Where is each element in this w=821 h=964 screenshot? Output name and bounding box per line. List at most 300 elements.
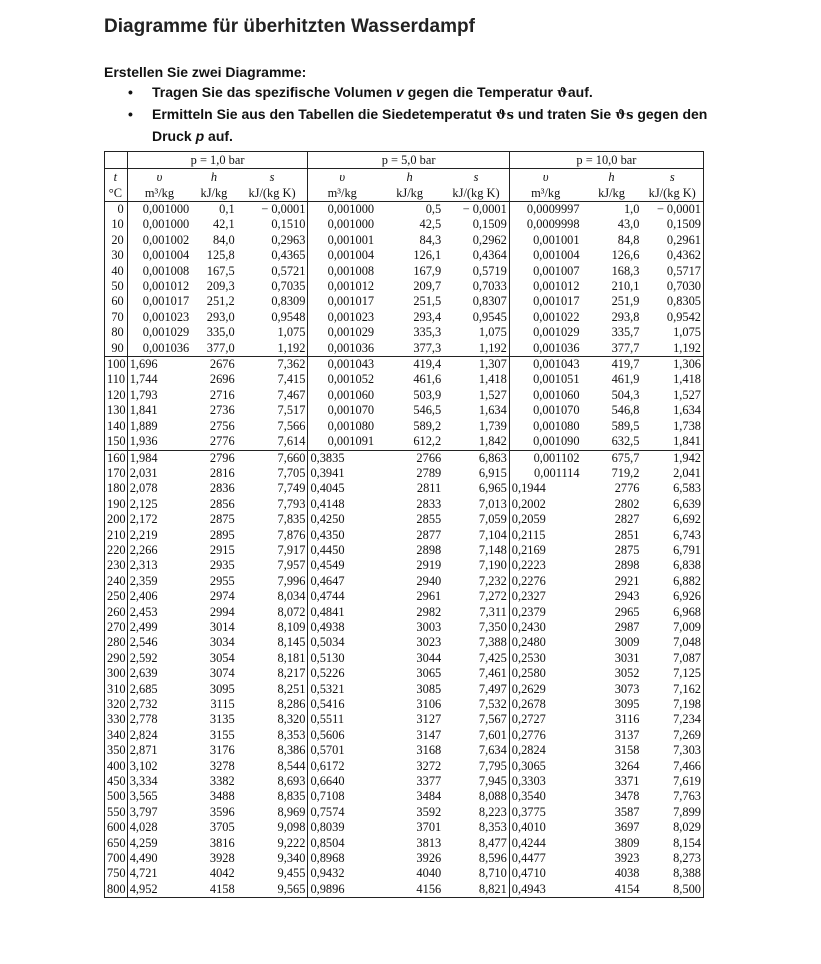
cell-h2: 2811 [416, 481, 442, 496]
task-2-text-b: und traten Sie [513, 106, 616, 122]
cell-temp: 180 [105, 481, 128, 496]
cell-s2: − 0,0001 [462, 202, 507, 216]
cell-h1: 3278 [209, 758, 235, 773]
cell-v2: 0,001070 [308, 403, 376, 418]
cell-s2: 0,8307 [472, 294, 507, 309]
cell-h2: 612,2 [376, 434, 443, 450]
task-1-text-c: auf. [567, 84, 593, 100]
table-row [105, 372, 704, 387]
cell-h1: 3816 [209, 835, 235, 850]
cell-s3: 1,306 [673, 357, 701, 372]
cell-v1: 1,841 [129, 403, 158, 418]
unit-s3: kJ/(kg K) [641, 185, 703, 202]
cell-s1: 7,957 [277, 558, 306, 573]
cell-s3: 6,583 [673, 481, 701, 496]
cell-h1: 4158 [209, 881, 235, 896]
cell-h2: 84,3 [419, 232, 442, 247]
table-row [105, 481, 704, 496]
table-row [105, 403, 704, 418]
cell-h3: 419,7 [611, 357, 640, 372]
cell-temp: 270 [105, 620, 128, 635]
cell-h1: 3135 [209, 712, 235, 727]
cell-v1: 0,001036 [127, 341, 191, 357]
cell-h2: 3377 [416, 774, 442, 789]
cell-h3: 3587 [614, 804, 640, 819]
cell-h2: 2961 [416, 589, 442, 604]
cell-v3: 0,2629 [509, 682, 581, 697]
cell-v1: 1,793 [129, 387, 158, 402]
cell-v3: 0,2223 [509, 558, 581, 573]
cell-v1: 1,889 [129, 418, 158, 433]
cell-v2: 0,001036 [308, 341, 376, 357]
cell-h2: 3813 [416, 835, 442, 850]
cell-h1: 251,2 [206, 294, 235, 309]
cell-h2: 2766 [416, 450, 442, 465]
cell-temp: 50 [105, 279, 128, 294]
cell-temp: 300 [105, 666, 128, 681]
cell-v2: 0,5034 [308, 635, 376, 650]
pressure-header-10bar: p = 10,0 bar [509, 152, 703, 169]
cell-v3: 0,001036 [509, 341, 581, 357]
cell-s2: 7,104 [478, 527, 507, 542]
cell-v3: 0,2002 [509, 497, 581, 512]
cell-v1: 0,001029 [142, 325, 190, 340]
table-row [105, 882, 704, 898]
cell-h3: 3116 [615, 712, 640, 727]
cell-h1: 3014 [209, 619, 235, 634]
task-item-1 [128, 82, 728, 104]
cell-v1: 3,334 [129, 774, 158, 789]
cell-temp: 60 [105, 294, 128, 309]
cell-s2: 7,425 [478, 650, 507, 665]
cell-h2: 2833 [416, 496, 442, 511]
cell-v2: 0,4744 [308, 589, 376, 604]
cell-s1: 8,386 [277, 743, 306, 758]
cell-v2: 0,001017 [308, 294, 376, 309]
cell-s2: 7,634 [478, 743, 507, 758]
cell-h3: 4038 [614, 866, 640, 881]
cell-h1: 3115 [210, 697, 235, 711]
cell-s3: 1,418 [673, 372, 701, 387]
table-row [105, 666, 704, 681]
cell-v2: 0,8504 [308, 836, 376, 851]
cell-h1: 0,1 [219, 202, 235, 216]
cell-v2: 0,5321 [308, 682, 376, 697]
cell-s2: 7,388 [478, 635, 507, 650]
cell-v3: 0,001004 [509, 248, 581, 263]
cell-s3: 2,041 [673, 465, 701, 480]
cell-h2: 3003 [416, 619, 442, 634]
unit-h3: kJ/kg [582, 185, 642, 202]
cell-h3: 3095 [614, 697, 640, 711]
cell-s2: 0,2962 [472, 232, 507, 247]
cell-s1: 7,876 [277, 527, 306, 542]
cell-h1: 2796 [209, 450, 235, 465]
cell-h1: 3488 [209, 789, 235, 804]
cell-h1: 3054 [209, 650, 235, 665]
cell-s3: 7,619 [673, 774, 701, 789]
cell-h3: 251,9 [611, 294, 640, 309]
cell-v3: 0,2276 [509, 574, 581, 589]
cell-h2: 4156 [416, 881, 442, 896]
cell-h1: 2776 [191, 434, 236, 450]
cell-h2: 126,1 [413, 248, 442, 263]
cell-v2: 0,4250 [308, 512, 376, 527]
cell-v3: 0,3775 [509, 805, 581, 820]
cell-h3: 2987 [614, 619, 640, 634]
task-item-2 [128, 104, 728, 146]
cell-s3: 7,303 [673, 743, 701, 758]
cell-v3: 0,2115 [509, 528, 581, 543]
cell-temp: 700 [105, 851, 128, 866]
cell-v1: 2,359 [129, 573, 158, 588]
cell-h3: 3478 [614, 789, 640, 804]
cell-temp: 210 [105, 528, 128, 543]
cell-v2: 0,9432 [308, 866, 376, 881]
cell-s2: 8,596 [478, 851, 507, 866]
cell-h3: 293,8 [611, 309, 640, 324]
cell-s2: 8,088 [478, 789, 507, 804]
table-row [105, 851, 704, 866]
cell-v2: 0,5701 [308, 743, 376, 758]
cell-h2: 3044 [416, 650, 442, 665]
task-2-symbol-p: p [195, 128, 205, 144]
cell-temp: 40 [105, 264, 128, 279]
cell-s2: 7,232 [478, 573, 507, 588]
cell-v3: 0,4477 [509, 851, 581, 866]
cell-h1: 4042 [209, 866, 235, 881]
cell-h3: 2921 [614, 573, 640, 588]
cell-temp: 800 [105, 882, 128, 898]
cell-s1: 0,1510 [271, 217, 306, 232]
cell-v1: 2,685 [129, 681, 158, 696]
table-row [105, 434, 704, 450]
cell-s3: 8,388 [673, 866, 701, 881]
cell-h3: 2898 [614, 558, 640, 573]
cell-h3: 335,7 [611, 325, 640, 340]
cell-h1: 3382 [209, 774, 235, 789]
cell-h2: 4040 [416, 866, 442, 881]
cell-s2: 8,477 [478, 835, 507, 850]
cell-s2: 0,7033 [472, 279, 507, 294]
cell-s3: 7,125 [673, 666, 701, 681]
cell-s1: 9,098 [277, 820, 306, 835]
cell-h2: 2982 [416, 604, 442, 619]
cell-h2: 503,9 [413, 387, 442, 402]
cell-v1: 0,001000 [142, 217, 190, 232]
cell-v2: 0,001043 [308, 357, 376, 373]
cell-v2: 0,001091 [308, 434, 376, 450]
cell-s2: 1,739 [478, 418, 507, 433]
cell-v3: 0,2430 [509, 620, 581, 635]
cell-v2: 0,001004 [308, 248, 376, 263]
cell-s2: 0,4364 [472, 248, 507, 263]
cell-s2: 1,418 [478, 372, 507, 387]
cell-s2: 7,567 [478, 712, 507, 727]
cell-v3: 0,2824 [509, 743, 581, 758]
cell-h2: 2877 [416, 527, 442, 542]
cell-s3: 6,791 [673, 542, 701, 557]
cell-s3: 0,1509 [666, 217, 701, 232]
var-h2: h [406, 170, 413, 184]
cell-v3: 0,2379 [509, 605, 581, 620]
table-row [105, 820, 704, 835]
cell-h1: 2736 [209, 403, 235, 418]
cell-v1: 2,639 [129, 666, 158, 681]
cell-h1: 3034 [209, 635, 235, 650]
cell-v3: 0,001029 [509, 325, 581, 340]
cell-v1: 4,028 [129, 820, 158, 835]
cell-h1: 2716 [209, 387, 235, 402]
cell-temp: 90 [105, 341, 128, 357]
cell-s1: 8,969 [277, 804, 306, 819]
cell-v1: 2,125 [129, 496, 158, 511]
unit-t: °C [105, 185, 128, 202]
cell-v3: 0,001070 [509, 403, 581, 418]
cell-temp: 330 [105, 712, 128, 727]
cell-v1: 3,102 [129, 758, 158, 773]
cell-h2: 293,4 [413, 309, 442, 324]
var-s3: s [669, 170, 675, 184]
cell-temp: 10 [105, 217, 128, 232]
cell-v2: 0,4350 [308, 528, 376, 543]
cell-h3: 126,6 [611, 248, 640, 263]
cell-v3: 0,2530 [509, 651, 581, 666]
table-row [105, 450, 704, 466]
cell-h3: 1,0 [623, 202, 640, 216]
cell-s2: 7,945 [478, 774, 507, 789]
cell-v2: 0,001000 [308, 202, 376, 218]
cell-s3: 6,692 [673, 512, 701, 527]
cell-h1: 2816 [209, 465, 235, 480]
cell-v1: 2,824 [129, 727, 158, 742]
cell-s1: 8,544 [277, 758, 306, 773]
cell-h2: 3592 [416, 804, 442, 819]
table-row [105, 248, 704, 263]
cell-temp: 200 [105, 512, 128, 527]
cell-v1: 0,001017 [142, 294, 190, 309]
cell-v3: 0,001090 [509, 434, 581, 450]
cell-s1: 8,835 [277, 789, 306, 804]
cell-s2: 7,311 [479, 604, 507, 619]
cell-h1: 167,5 [206, 263, 235, 278]
table-row [105, 279, 704, 294]
cell-h1: 3155 [209, 727, 235, 742]
cell-h3: 589,5 [611, 418, 640, 433]
cell-v2: 0,001029 [308, 325, 376, 340]
cell-s2: 8,710 [478, 866, 507, 881]
table-row [105, 497, 704, 512]
cell-s3: 8,029 [673, 820, 701, 835]
cell-v3: 0,2727 [509, 712, 581, 727]
cell-s3: − 0,0001 [656, 202, 701, 216]
cell-s3: 1,075 [673, 325, 701, 340]
cell-h3: 3697 [614, 820, 640, 835]
cell-h2: 0,5 [425, 202, 442, 216]
cell-h3: 2851 [614, 527, 640, 542]
cell-v1: 2,546 [129, 635, 158, 650]
cell-temp: 100 [105, 357, 128, 373]
cell-v3: 0,1944 [509, 481, 581, 496]
cell-temp: 30 [105, 248, 128, 263]
cell-h1: 3176 [209, 743, 235, 758]
cell-v1: 2,406 [129, 589, 158, 604]
cell-v1: 4,952 [129, 881, 158, 896]
cell-v1: 2,453 [129, 604, 158, 619]
cell-h3: 2802 [614, 496, 640, 511]
task-1-symbol-v: v [396, 84, 404, 100]
cell-v2: 0,4148 [308, 497, 376, 512]
task-2-symbol-theta-s-2: ϑs [615, 108, 634, 123]
cell-s2: 7,350 [478, 619, 507, 634]
unit-v1: m³/kg [127, 185, 191, 202]
table-row [105, 620, 704, 635]
cell-s3: 0,9542 [666, 309, 701, 324]
cell-v3: 0,2776 [509, 728, 581, 743]
cell-v2: 0,4450 [308, 543, 376, 558]
cell-s1: 9,455 [277, 866, 306, 881]
cell-s3: 8,500 [673, 881, 701, 896]
cell-v3: 0,2059 [509, 512, 581, 527]
cell-v2: 0,5130 [308, 651, 376, 666]
cell-h1: 377,0 [191, 341, 236, 357]
cell-h3: 3809 [614, 835, 640, 850]
cell-v2: 0,6172 [308, 759, 376, 774]
table-row [105, 310, 704, 325]
cell-h2: 167,9 [413, 263, 442, 278]
table-row [105, 805, 704, 820]
cell-h2: 3106 [416, 697, 442, 711]
cell-temp: 110 [105, 372, 128, 387]
cell-s2: 1,075 [478, 325, 507, 340]
table-row [105, 774, 704, 789]
cell-s1: 7,793 [277, 496, 306, 511]
cell-v1: 2,871 [129, 743, 158, 758]
cell-v1: 2,219 [129, 527, 158, 542]
cell-h3: 3031 [614, 650, 640, 665]
cell-s3: 6,968 [673, 604, 701, 619]
cell-h2: 3127 [416, 712, 442, 727]
cell-v1: 4,721 [129, 866, 158, 881]
cell-h3: 2943 [614, 589, 640, 604]
cell-h3: 546,8 [611, 403, 640, 418]
cell-s3: 8,154 [673, 835, 701, 850]
cell-v2: 0,7574 [308, 805, 376, 820]
cell-v3: 0,2327 [509, 589, 581, 604]
cell-s2: 1,842 [443, 434, 509, 450]
table-row [105, 466, 704, 481]
table-row [105, 512, 704, 527]
cell-h2: 546,5 [413, 403, 442, 418]
cell-v2: 0,001023 [308, 310, 376, 325]
cell-v1: 4,490 [129, 851, 158, 866]
cell-h2: 419,4 [413, 357, 442, 372]
cell-s2: 7,601 [478, 727, 507, 742]
cell-v2: 0,5226 [308, 666, 376, 681]
cell-s1: 8,181 [277, 650, 306, 665]
cell-s2: 0,5719 [472, 263, 507, 278]
cell-s3: 1,738 [673, 418, 701, 433]
cell-v2: 0,4549 [308, 558, 376, 573]
cell-v2: 0,4938 [308, 620, 376, 635]
cell-v1: 0,001023 [142, 309, 190, 324]
cell-v1: 4,259 [129, 835, 158, 850]
table-row [105, 789, 704, 804]
table-row [105, 341, 704, 357]
cell-s3: 7,899 [673, 804, 701, 819]
cell-v2: 0,8968 [308, 851, 376, 866]
cell-v1: 2,313 [129, 558, 158, 573]
cell-s1: 8,145 [277, 635, 306, 650]
cell-h2: 3701 [416, 820, 442, 835]
cell-h1: 293,0 [206, 309, 235, 324]
cell-v2: 0,001001 [308, 233, 376, 248]
cell-v3: 0,4710 [509, 866, 581, 881]
cell-s1: 7,517 [277, 403, 306, 418]
table-row [105, 635, 704, 650]
cell-s2: 6,965 [478, 481, 507, 496]
cell-v2: 0,001008 [308, 264, 376, 279]
task-2-text-c: gegen den Druck [152, 106, 708, 144]
cell-v1: 0,001008 [142, 263, 190, 278]
cell-temp: 160 [105, 450, 128, 466]
table-row [105, 202, 704, 218]
cell-h3: 2875 [614, 542, 640, 557]
cell-v3: 0,0009997 [509, 202, 581, 218]
cell-v3: 0,3303 [509, 774, 581, 789]
cell-v3: 0,2580 [509, 666, 581, 681]
pressure-header-5bar: p = 5,0 bar [308, 152, 509, 169]
table-row [105, 264, 704, 279]
cell-temp: 400 [105, 759, 128, 774]
cell-h3: 3073 [614, 681, 640, 696]
cell-s3: 0,7030 [666, 279, 701, 294]
cell-s1: 7,614 [237, 434, 308, 450]
cell-s1: 8,251 [277, 681, 306, 696]
cell-h1: 209,3 [206, 279, 235, 294]
cell-v3: 0,001017 [509, 294, 581, 309]
cell-v3: 0,3065 [509, 759, 581, 774]
table-row [105, 217, 704, 232]
unit-s1: kJ/(kg K) [237, 185, 308, 202]
unit-h1: kJ/kg [191, 185, 236, 202]
cell-s2: 8,821 [478, 881, 507, 896]
steam-table [104, 151, 704, 898]
steam-table-body [105, 202, 704, 898]
cell-h1: 42,1 [212, 217, 235, 232]
cell-s3: 7,763 [673, 789, 701, 804]
cell-v2: 0,001052 [308, 372, 376, 387]
unit-header-row [105, 185, 704, 202]
cell-h2: 3147 [416, 727, 442, 742]
table-row [105, 543, 704, 558]
cell-h2: 3926 [416, 851, 442, 866]
cell-v2: 0,3835 [308, 450, 376, 466]
cell-temp: 70 [105, 310, 128, 325]
cell-v1: 1,984 [129, 450, 158, 465]
table-row [105, 651, 704, 666]
cell-s1: 7,467 [277, 387, 306, 402]
cell-temp: 290 [105, 651, 128, 666]
cell-h1: 2875 [209, 512, 235, 527]
cell-temp: 320 [105, 697, 128, 712]
cell-s2: 0,1509 [472, 217, 507, 232]
cell-s3: 6,926 [673, 589, 701, 604]
cell-h3: 2965 [614, 604, 640, 619]
cell-s1: 7,917 [277, 542, 306, 557]
cell-s1: 7,996 [277, 573, 306, 588]
cell-v2: 0,5511 [308, 712, 376, 727]
